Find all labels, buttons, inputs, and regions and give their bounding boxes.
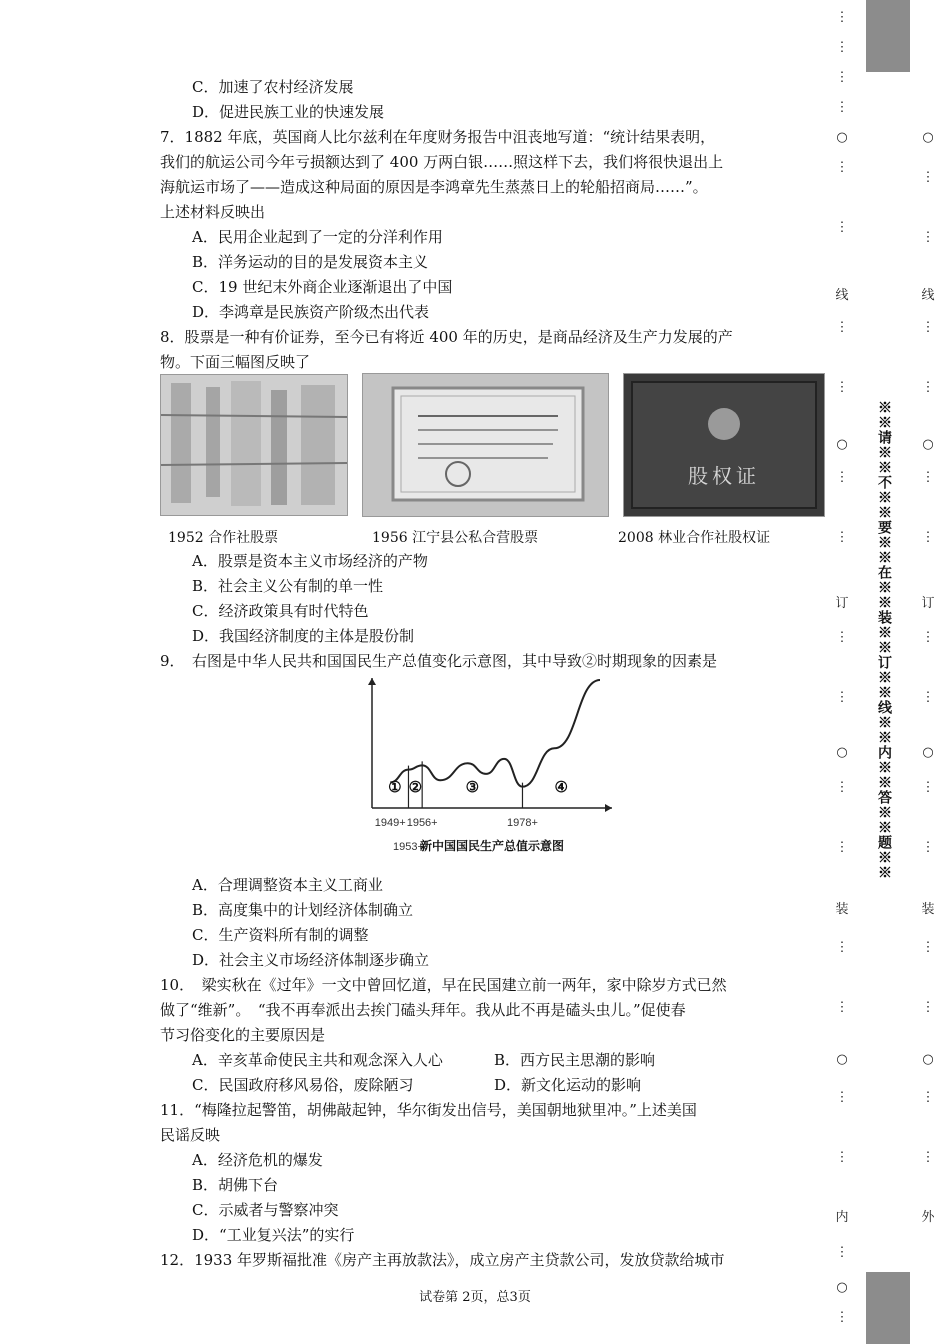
gutter-dots: ⋮ [835,1000,849,1015]
gutter-circle: ○ [922,1052,934,1067]
x-tick-label: 1978+ [507,817,538,829]
q7-option-b: B．洋务运动的目的是发展资本主义 [192,253,429,271]
gutter-dots: ⋮ [835,100,849,115]
q7-stem-line: 7．1882 年底，英国商人比尔兹利在年度财务报告中沮丧地写道：“统计结果表明， [160,128,716,146]
q7-option-d: D．李鸿章是民族资产阶级杰出代表 [192,303,430,321]
gutter-dots: ⋮ [921,840,935,855]
photo-2008-certificate [623,373,825,517]
x-tick-label: 1953+ [393,841,424,853]
gutter-circle: ○ [836,1280,848,1295]
q7-option-a: A．民用企业起到了一定的分洋利作用 [192,228,443,246]
gutter-dots: ⋮ [835,780,849,795]
caption-1952: 1952 合作社股票 [168,530,279,546]
page-footer: 试卷第 2页，总3页 [419,1290,531,1305]
q8-stem-line: 8．股票是一种有价证券，至今已有将近 400 年的历史，是商品经济及生产力发展的产 [160,328,733,346]
q10-stem-line: 节习俗变化的主要原因是 [160,1026,326,1044]
gutter-dots: ⋮ [835,940,849,955]
gutter-circle: ○ [836,437,848,452]
gutter-dots: ⋮ [921,1000,935,1015]
caption-2008: 2008 林业合作社股权证 [618,530,771,546]
gutter-dots: ⋮ [921,690,935,705]
photo-1952-stock-texture [161,375,347,515]
photo-1952-stock [160,374,348,516]
gutter-dots: ⋮ [921,230,935,245]
x-axis-arrow [605,804,612,812]
gutter-circle: ○ [836,745,848,760]
gutter-circle: ○ [836,130,848,145]
photo-1956-stock-drawing [363,374,608,516]
q9-option-c: C．生产资料所有制的调整 [192,926,369,944]
gutter-dots: ⋮ [921,170,935,185]
caption-1956: 1956 江宁县公私合营股票 [372,530,539,546]
gutter-dots: ⋮ [835,1090,849,1105]
gutter-circle: ○ [836,1052,848,1067]
gutter-circle: ○ [922,437,934,452]
q7-stem-line: 上述材料反映出 [160,203,266,221]
gutter-dots: ⋮ [835,1245,849,1260]
q10-option-a: A．辛亥革命使民主共和观念深入人心 [192,1051,443,1069]
q10-option-b: B．西方民主思潮的影响 [494,1051,656,1069]
gutter-dots: ⋮ [921,380,935,395]
period-label: ③ [465,778,480,796]
gutter-dots: ⋮ [835,160,849,175]
period-label: ④ [554,778,568,796]
gutter-dots: ⋮ [835,320,849,335]
gutter-dots: ⋮ [835,630,849,645]
q11-option-a: A．经济危机的爆发 [192,1151,323,1169]
gutter-dots: ⋮ [921,470,935,485]
binding-gray-block-bottom [866,1272,910,1344]
gutter-dots: ⋮ [921,320,935,335]
q8-stem-line: 物。下面三幅图反映了 [160,353,311,371]
certificate-title: 股权证 [688,464,760,488]
outer-binding-line [918,0,938,1344]
q7-stem-line: 我们的航运公司今年亏损额达到了 400 万两白银……照这样下去，我们将很快退出上 [160,153,724,171]
gutter-dots: ⋮ [835,220,849,235]
gutter-circle: ○ [922,745,934,760]
q11-stem-line: 11．“梅隆拉起警笛，胡佛敲起钟，华尔街发出信号，美国朝地狱里冲。”上述美国 [160,1101,697,1119]
q9-option-a: A．合理调整资本主义工商业 [192,876,383,894]
binding-gray-block-top [866,0,910,72]
gutter-dots: ⋮ [835,1310,849,1325]
q11-option-b: B．胡佛下台 [192,1176,279,1194]
gutter-label-ding: 订 [835,596,849,611]
inner-binding-line [832,0,852,1344]
gutter-dots: ⋮ [835,70,849,85]
y-axis-arrow [368,678,376,685]
x-tick-label: 1956+ [406,817,438,829]
gutter-dots: ⋮ [921,940,935,955]
gutter-dots: ⋮ [835,380,849,395]
q11-option-c: C．示威者与警察冲突 [192,1201,339,1219]
q11-option-d: D．“工业复兴法”的实行 [192,1226,355,1244]
gutter-dots: ⋮ [835,1150,849,1165]
gutter-dots: ⋮ [921,630,935,645]
gutter-dots: ⋮ [835,530,849,545]
q8-option-d: D．我国经济制度的主体是股份制 [192,627,415,645]
gutter-label-zhuang: 装 [921,902,935,917]
period-label: ① [388,778,402,796]
x-tick-label: 1949+ [374,817,406,829]
q10-option-c: C．民国政府移风易俗，废除陋习 [192,1076,414,1094]
q11-stem-line: 民谣反映 [160,1126,221,1144]
gutter-dots: ⋮ [921,780,935,795]
gutter-label-ding: 订 [921,596,935,611]
gutter-dots: ⋮ [921,530,935,545]
q8-option-b: B．社会主义公有制的单一性 [192,577,384,595]
gutter-dots: ⋮ [835,690,849,705]
q10-option-d: D．新文化运动的影响 [494,1076,642,1094]
gutter-dots: ⋮ [835,10,849,25]
gutter-label-zhuang: 装 [835,902,849,917]
gutter-label-nei: 内 [835,1210,849,1225]
gutter-dots: ⋮ [921,1090,935,1105]
q12-stem: 12．1933 年罗斯福批准《房产主再放款法》，成立房产主贷款公司，发放贷款给城市 [160,1251,725,1269]
q10-stem-line: 做了“维新”。 “我不再奉派出去挨门磕头拜年。我从此不再是磕头虫儿。”促使春 [160,1001,686,1019]
gutter-dots: ⋮ [835,470,849,485]
gutter-label-wai: 外 [921,1210,935,1225]
chart-title: 新中国国民生产总值示意图 [420,839,565,853]
q10-stem-line: 10． 梁实秋在《过年》一文中曾回忆道，早在民国建立前一两年，家中除岁方式已然 [160,976,727,994]
q8-option-a: A．股票是资本主义市场经济的产物 [192,552,428,570]
gutter-circle: ○ [922,130,934,145]
gutter-dots: ⋮ [835,40,849,55]
q9-stem: 9． 右图是中华人民共和国国民生产总值变化示意图，其中导致②时期现象的因素是 [160,652,718,670]
gnp-chart [350,670,620,860]
gutter-label-xian: 线 [835,288,849,303]
q7-stem-line: 海航运市场了——造成这种局面的原因是李鸿章先生蒸蒸日上的轮船招商局……”。 [160,178,708,196]
q9-option-b: B．高度集中的计划经济体制确立 [192,901,414,919]
gutter-label-xian: 线 [921,288,935,303]
q7-option-c: C．19 世纪末外商企业逐渐退出了中国 [192,278,453,296]
q8-option-c: C．经济政策具有时代特色 [192,602,369,620]
q6-option-d: D．促进民族工业的快速发展 [192,103,385,121]
gutter-dots: ⋮ [921,1150,935,1165]
q9-option-d: D．社会主义市场经济体制逐步确立 [192,951,430,969]
binding-warning-note: ※※请※※不※※要※※在※※装※※订※※线※※内※※答※※题※※ [876,400,892,880]
period-label: ② [408,778,423,796]
q6-option-c: C．加速了农村经济发展 [192,78,354,96]
photo-2008-certificate-drawing [624,374,824,516]
gutter-dots: ⋮ [835,840,849,855]
photo-1956-stock [362,373,609,517]
